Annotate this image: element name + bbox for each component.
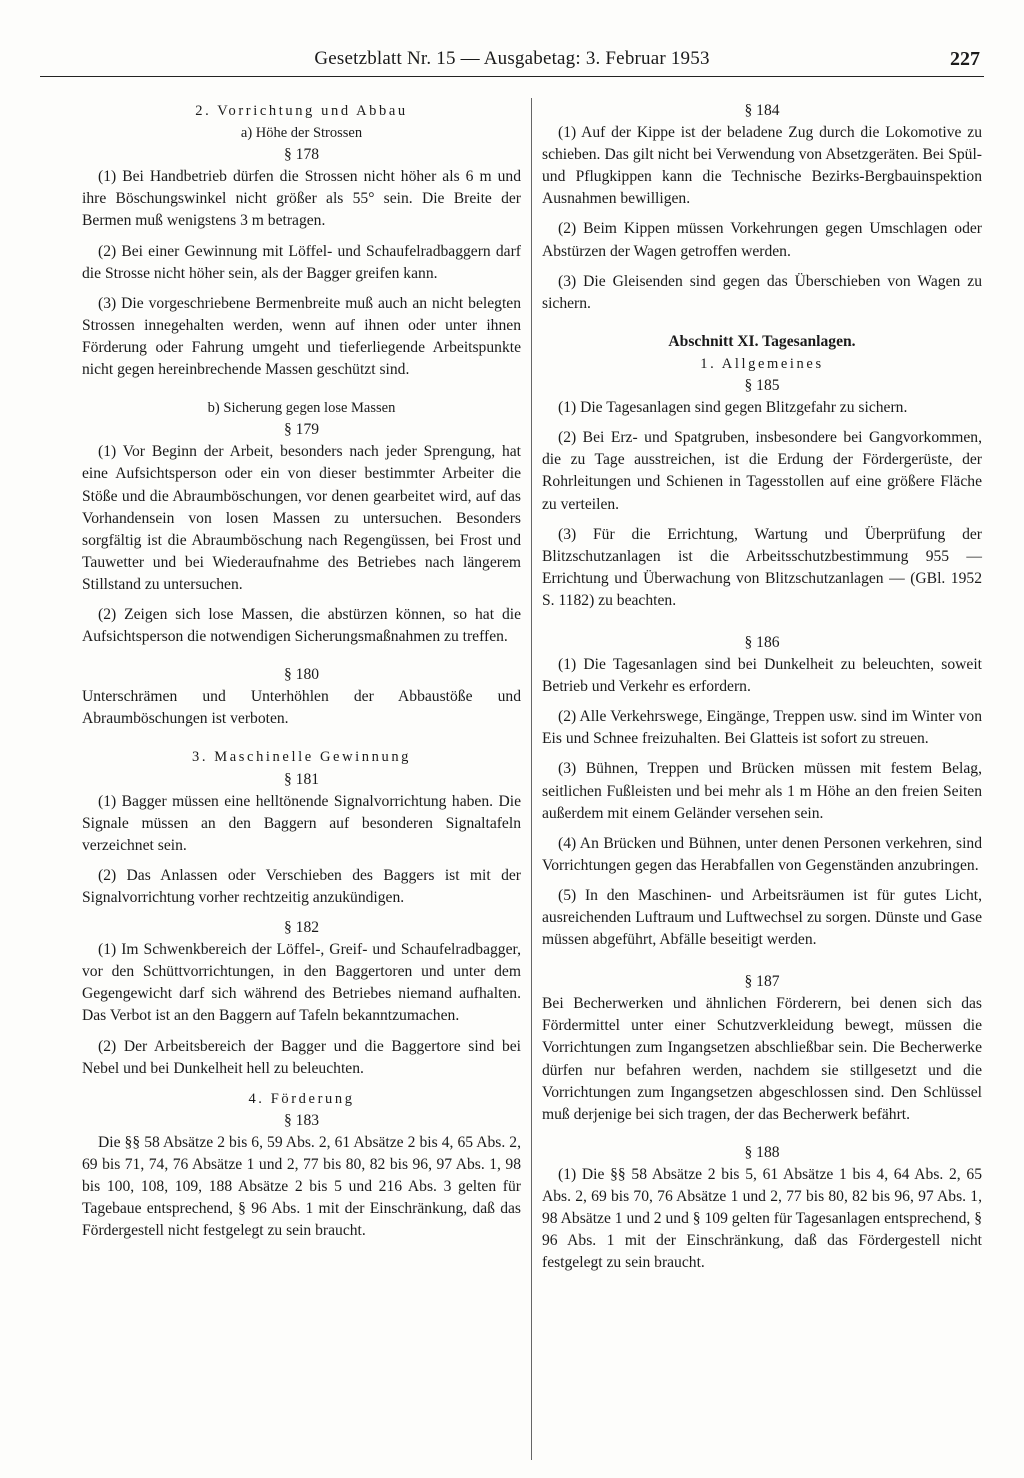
- paragraph-text: (3) Bühnen, Treppen und Brücken müssen mit festem Belag, seitlichen Fußleisten und bei mehr als 1 m Höhe an den freien Seiten außerdem mit einem Geländer versehen sein.: [542, 760, 982, 822]
- section-heading: 1. Allgemeines: [700, 355, 824, 372]
- section-heading: 2. Vorrichtung und Abbau: [195, 103, 408, 119]
- paragraph-text: (1) Bei Handbetrieb dürfen die Strossen nicht höher als 6 m und ihre Böschungswinkel nicht größer als 55° sein. Die Breite der Bermen muß wenigstens 3 m betragen.: [82, 168, 521, 230]
- header-rule: [40, 76, 984, 77]
- paragraph-number: § 178: [283, 146, 320, 164]
- paragraph-number: § 179: [283, 421, 320, 439]
- paragraph-text: (5) In den Maschinen- und Arbeitsräumen ist für gutes Licht, ausreichenden Luftraum und Luftwechsel zu sorgen. Dünste und Gase müssen abgeführt, Abfälle beseitigt werden.: [542, 886, 982, 949]
- paragraph-text: (2) Bei einer Gewinnung mit Löffel- und Schaufelradbaggern darf die Strosse nicht höher sein, als der Bagger greifen kann.: [82, 242, 521, 282]
- paragraph-number: § 181: [283, 770, 320, 788]
- chapter-heading: Abschnitt XI. Tagesanlagen.: [668, 332, 856, 350]
- paragraph-text: Unterschrämen und Unterhöhlen der Abbaustöße und Abraumböschungen ist verboten.: [82, 688, 521, 728]
- paragraph-text: (2) Das Anlassen oder Verschieben des Baggers ist mit der Signalvorrichtung vorher rechtzeitig anzukündigen.: [82, 866, 521, 906]
- page-header: [40, 48, 984, 78]
- left-column: [82, 100, 521, 1250]
- column-divider: [531, 98, 532, 1460]
- paragraph-number: § 182: [283, 919, 320, 937]
- subsection-heading: a) Höhe der Strossen: [240, 125, 363, 142]
- paragraph-number: § 188: [744, 1143, 780, 1161]
- section-heading: 3. Maschinelle Gewinnung: [191, 749, 412, 766]
- paragraph-number: § 183: [283, 1111, 320, 1129]
- paragraph-number: § 187: [744, 973, 780, 991]
- header-title: Gesetzblatt Nr. 15 — Ausgabetag: 3. Februar 1953: [314, 48, 710, 69]
- paragraph-number: § 185: [744, 377, 780, 395]
- paragraph-text: (1) Bagger müssen eine helltönende Signalvorrichtung haben. Die Signale müssen an den Baggern auf besonderen Signaltafeln verzeichnet sein.: [82, 792, 521, 854]
- paragraph-number: § 184: [744, 102, 780, 119]
- paragraph-text: (2) Alle Verkehrswege, Eingänge, Treppen usw. sind im Winter von Eis und Schnee freizuhalten. Bei Glatteis ist sofort zu streuen.: [542, 708, 982, 748]
- paragraph-text: (1) Die §§ 58 Absätze 2 bis 5, 61 Absätze 1 bis 4, 64 Abs. 2, 65 Abs. 2, 69 bis 70, 76 Absätze 1 und 2, 77 bis 80, 82 bis 96, 97 Abs. 1, 98 Absätze 1 und 2 und § 109 gelten für Tagesanlagen entsprechend, § 96 Abs. 1 mit der Einschränkung, daß das Fördergestell nicht festgelegt zu sein braucht.: [542, 1165, 982, 1272]
- paragraph-text: (1) Vor Beginn der Arbeit, besonders nach jeder Sprengung, hat eine Aufsichtsperson oder ein von dieser bestimmter Arbeiter die Stöße und die Abraumböschungen, vor denen gearbeitet wird, auf das Vorhandensein von losen Massen zu untersuchen. Besonders sorgfältig ist die Abraumböschung nach Regengüssen, bei Frost und Tauwetter und bei Wiederaufnahme des Betriebes nach längerem Stillstand zu untersuchen.: [82, 443, 521, 593]
- paragraph-text: (1) Die Tagesanlagen sind gegen Blitzgefahr zu sichern.: [558, 399, 908, 417]
- paragraph-number: § 180: [283, 666, 320, 684]
- right-column: [542, 100, 982, 1282]
- paragraph-text: (3) Die Gleisenden sind gegen das Überschieben von Wagen zu sichern.: [542, 272, 982, 312]
- paragraph-text: Bei Becherwerken und ähnlichen Förderern, bei denen sich das Fördermittel unter einer Schutzverkleidung bewegt, müssen die Vorrichtungen zum Ingangsetzen abschließbar sein. Die Becherwerke dürfen nur befahren werden, nachdem sie stillgesetzt und die Vorrichtungen zum Ingangsetzen abgeschlossen sind. Den Schlüssel muß derjenige bei sich tragen, der das Becherwerk befährt.: [542, 995, 982, 1123]
- paragraph-text: (2) Bei Erz- und Spatgruben, insbesondere bei Gangvorkommen, die zu Tage ausstreichen, ist die Erdung der Fördergerüste, der Rohrleitungen und Schienen in Tagesstollen auf eine größere Fläche zu verteilen.: [542, 429, 982, 513]
- paragraph-text: (2) Der Arbeitsbereich der Bagger und die Baggertore sind bei Nebel und bei Dunkelheit hell zu beleuchten.: [82, 1037, 521, 1077]
- paragraph-text: (3) Für die Errichtung, Wartung und Überprüfung der Blitzschutzanlagen ist die Arbeitsschutzbestimmung 955 — Errichtung und Überwachung von Blitzschutzanlagen — (GBl. 1952 S. 1182) zu beachten.: [542, 525, 982, 609]
- paragraph-text: (4) An Brücken und Bühnen, unter denen Personen verkehren, sind Vorrichtungen gegen das Herabfallen von Gegenständen anzubringen.: [542, 834, 982, 874]
- section-heading: 4. Förderung: [248, 1090, 355, 1107]
- page-number: 227: [950, 48, 980, 70]
- paragraph-text: (1) Die Tagesanlagen sind bei Dunkelheit zu beleuchten, soweit Betrieb und Verkehr es erfordern.: [542, 656, 982, 696]
- paragraph-text: (1) Auf der Kippe ist der beladene Zug durch die Lokomotive zu schieben. Das gilt nicht bei Verwendung von Absetzgeräten. Bei Spül- und Pflugkippen kann die Technische Bezirks-Bergbauinspektion Ausnahmen bewilligen.: [542, 124, 982, 208]
- paragraph-text: (2) Zeigen sich lose Massen, die abstürzen können, so hat die Aufsichtsperson die notwendigen Sicherungsmaßnahmen zu treffen.: [82, 605, 521, 646]
- paragraph-text: (3) Die vorgeschriebene Bermenbreite muß auch an nicht belegten Strossen innegehalten werden, wenn auf ihnen oder unter ihnen Förderung oder Fahrung umgeht und tieferliegende Arbeitspunkte nicht gegen hereinbrechende Massen geschützt sind.: [82, 294, 521, 379]
- paragraph-text: (1) Im Schwenkbereich der Löffel-, Greif- und Schaufelradbagger, vor den Schüttvorrichtungen, in den Baggertoren und unter dem Gegengewicht darf sich während des Betriebes niemand aufhalten. Das Verbot ist an den Baggern auf Tafeln bekanntzumachen.: [82, 941, 521, 1025]
- paragraph-text: Die §§ 58 Absätze 2 bis 6, 59 Abs. 2, 61 Absätze 2 bis 4, 65 Abs. 2, 69 bis 71, 74, 76 Absätze 1 und 2, 77 bis 80, 82 bis 96, 97 Abs. 1, 98 bis 100, 108, 109, 188 Absätze 2 bis 5 und 216 Abs. 3 gelten für Tagebaue entsprechend, § 96 Abs. 1 mit der Einschränkung, daß das Fördergestell nicht festgelegt zu sein braucht.: [82, 1133, 521, 1240]
- paragraph-number: § 186: [744, 633, 780, 651]
- paragraph-text: (2) Beim Kippen müssen Vorkehrungen gegen Umschlagen oder Abstürzen der Wagen getroffen werden.: [542, 220, 982, 260]
- subsection-heading: b) Sicherung gegen lose Massen: [207, 400, 396, 417]
